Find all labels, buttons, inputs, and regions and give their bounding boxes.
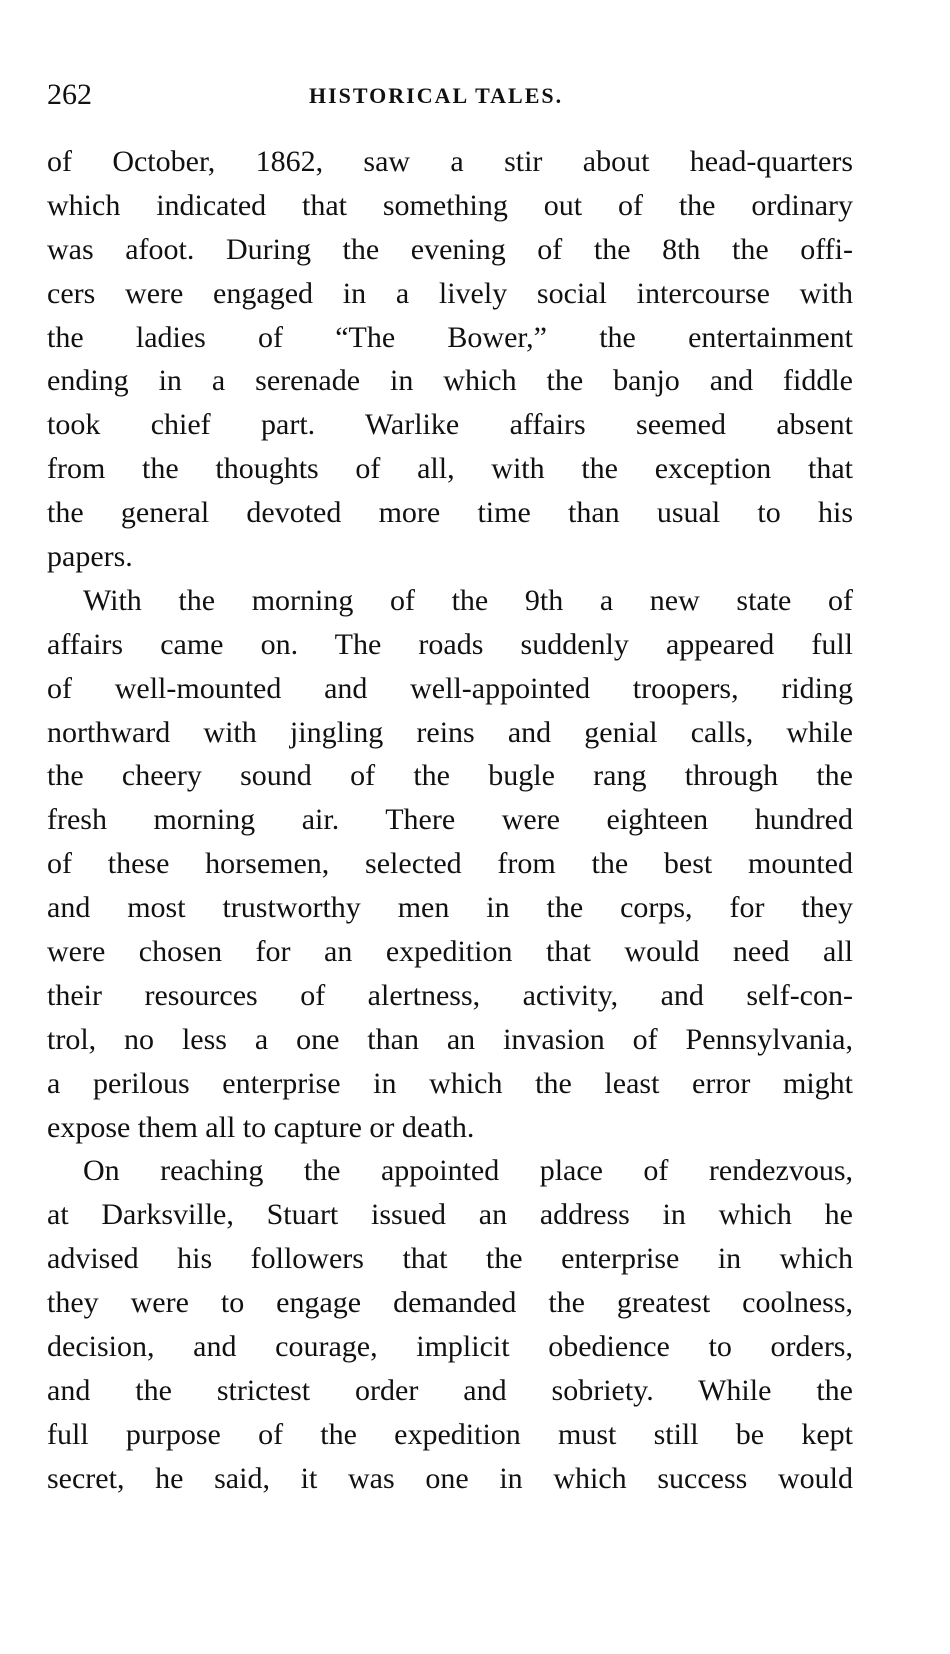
text-line: of October, 1862, saw a stir about head-quarters (47, 145, 853, 178)
text-line: trol, no less a one than an invasion of Pennsylvania, (47, 1022, 853, 1056)
text-line: at Darksville, Stuart issued an address in which he (47, 1198, 853, 1232)
text-line: decision, and courage, implicit obedience to orders, (47, 1330, 853, 1364)
text-line: from the thoughts of all, with the exception that (47, 452, 853, 486)
page-number: 262 (47, 78, 92, 111)
text-line: fresh morning air. There were eighteen hundred (47, 803, 853, 837)
text-line: northward with jingling reins and genial calls, while (47, 715, 853, 749)
text-line: the general devoted more time than usual to his (47, 496, 853, 530)
text-line: of these horsemen, selected from the best mounted (47, 847, 853, 881)
text-line: and most trustworthy men in the corps, for they (47, 891, 853, 925)
body-text (47, 140, 853, 1501)
text-line: cers were engaged in a lively social intercourse with (47, 276, 853, 310)
text-line: took chief part. Warlike affairs seemed absent (47, 408, 853, 442)
text-line: advised his followers that the enterprise in which (47, 1242, 853, 1276)
running-title: HISTORICAL TALES. (309, 83, 564, 108)
text-line: affairs came on. The roads suddenly appeared full (47, 627, 853, 661)
text-line: expose them all to capture or death. (47, 1110, 475, 1144)
text-line: papers. (47, 540, 133, 574)
running-head (47, 72, 853, 118)
text-line: their resources of alertness, activity, and self-con- (47, 978, 853, 1012)
text-line: and the strictest order and sobriety. While the (47, 1373, 853, 1407)
text-line: the cheery sound of the bugle rang through the (47, 759, 853, 793)
text-line: which indicated that something out of the ordinary (47, 188, 853, 222)
text-line: secret, he said, it was one in which success would (47, 1461, 853, 1495)
text-line: they were to engage demanded the greatest coolness, (47, 1286, 853, 1320)
text-line: of well-mounted and well-appointed troopers, riding (47, 671, 853, 705)
text-line: were chosen for an expedition that would need all (47, 935, 853, 969)
text-line: ending in a serenade in which the banjo and fiddle (47, 364, 853, 398)
text-line: a perilous enterprise in which the least error might (47, 1066, 853, 1100)
text-line: On reaching the appointed place of rendezvous, (83, 1154, 853, 1188)
text-line: was afoot. During the evening of the 8th the offi- (47, 232, 853, 266)
text-line: With the morning of the 9th a new state of (83, 583, 853, 617)
text-line: the ladies of “The Bower,” the entertainment (47, 320, 853, 354)
text-line: full purpose of the expedition must still be kept (47, 1417, 853, 1451)
